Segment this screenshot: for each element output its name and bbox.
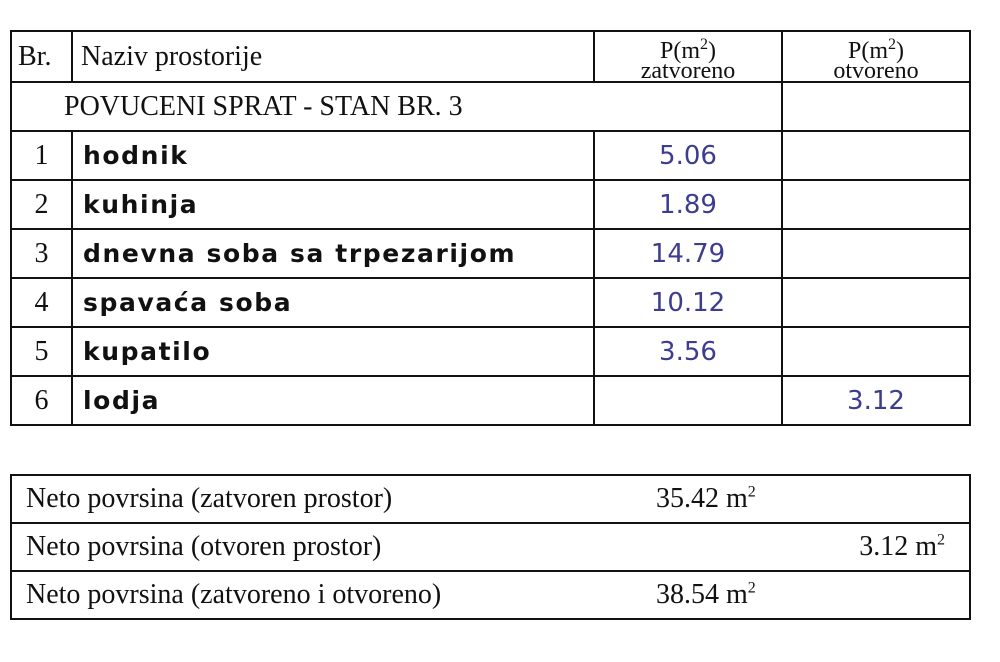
room-name: kuhinja — [72, 180, 594, 229]
total-closed-value: 38.54 $m^2$ — [616, 571, 846, 619]
room-closed-area: 1.89 — [594, 180, 782, 229]
room-number: 6 — [11, 376, 72, 425]
table-row — [11, 180, 970, 229]
total-open-value — [846, 475, 970, 523]
total-closed-value: 35.42 $m^2$ — [616, 475, 846, 523]
totals-table — [10, 474, 971, 620]
room-closed-area: 5.06 — [594, 131, 782, 180]
room-number: 3 — [11, 229, 72, 278]
room-closed-area: 10.12 — [594, 278, 782, 327]
room-open-area: 3.12 — [782, 376, 970, 425]
table-row — [11, 327, 970, 376]
room-name: hodnik — [72, 131, 594, 180]
section-title: POVUCENI SPRAT - STAN BR. 3 — [11, 82, 782, 131]
room-name: spavaća soba — [72, 278, 594, 327]
room-open-area — [782, 131, 970, 180]
header-closed-area: $P(m^2)$ zatvoreno — [594, 31, 782, 82]
room-open-area — [782, 327, 970, 376]
room-open-area — [782, 229, 970, 278]
room-number: 1 — [11, 131, 72, 180]
total-label: Neto povrsina (zatvoren prostor) — [11, 475, 616, 523]
room-open-area — [782, 278, 970, 327]
room-name: kupatilo — [72, 327, 594, 376]
section-row — [11, 82, 970, 131]
room-number: 4 — [11, 278, 72, 327]
total-label: Neto povrsina (zatvoreno i otvoreno) — [11, 571, 616, 619]
table-row — [11, 229, 970, 278]
header-row — [11, 31, 970, 82]
total-label: Neto povrsina (otvoren prostor) — [11, 523, 616, 571]
room-name: lodja — [72, 376, 594, 425]
section-empty-cell — [782, 82, 970, 131]
room-closed-area — [594, 376, 782, 425]
table-row — [11, 376, 970, 425]
total-row — [11, 523, 970, 571]
table-row — [11, 131, 970, 180]
room-open-area — [782, 180, 970, 229]
room-name: dnevna soba sa trpezarijom — [72, 229, 594, 278]
room-number: 2 — [11, 180, 72, 229]
table-row — [11, 278, 970, 327]
rooms-table — [10, 30, 971, 426]
total-closed-value — [616, 523, 846, 571]
total-row — [11, 571, 970, 619]
room-number: 5 — [11, 327, 72, 376]
room-closed-area: 3.56 — [594, 327, 782, 376]
header-room-name: Naziv prostorije — [72, 31, 594, 82]
header-open-area: $P(m^2)$ otvoreno — [782, 31, 970, 82]
header-number: Br. — [11, 31, 72, 82]
total-open-value: 3.12 $m^2$ — [846, 523, 970, 571]
total-open-value — [846, 571, 970, 619]
room-closed-area: 14.79 — [594, 229, 782, 278]
total-row — [11, 475, 970, 523]
